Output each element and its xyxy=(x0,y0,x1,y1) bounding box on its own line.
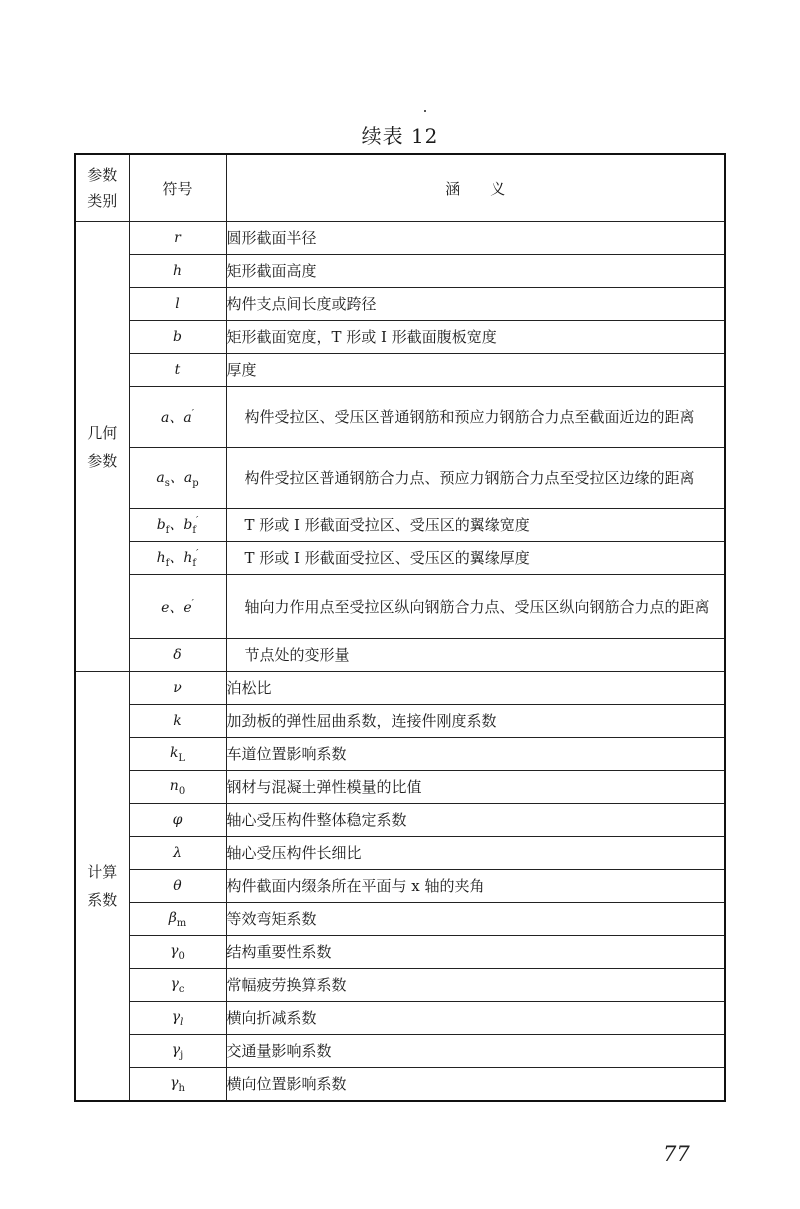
meaning-cell: 泊松比 xyxy=(226,672,725,705)
table-row xyxy=(75,936,725,969)
speck xyxy=(424,110,426,112)
symbol-cell: $\gamma_j$ xyxy=(129,1035,226,1068)
table-row xyxy=(75,705,725,738)
meaning-cell: 轴向力作用点至受拉区纵向钢筋合力点、受压区纵向钢筋合力点的距离 xyxy=(226,575,725,639)
table-row xyxy=(75,448,725,509)
meaning-cell: 构件支点间长度或跨径 xyxy=(226,288,725,321)
table-row xyxy=(75,1002,725,1035)
meaning-cell: 常幅疲劳换算系数 xyxy=(226,969,725,1002)
symbol-cell: $k_L$ xyxy=(129,738,226,771)
symbol-cell: t xyxy=(129,354,226,387)
table-row xyxy=(75,288,725,321)
symbol-cell: $a_s$、$a_p$ xyxy=(129,448,226,509)
parameter-table xyxy=(74,153,726,1102)
symbol-cell: θ xyxy=(129,870,226,903)
symbol-cell: $\beta_m$ xyxy=(129,903,226,936)
category-coefficients xyxy=(75,672,129,1102)
meaning-cell: 轴心受压构件整体稳定系数 xyxy=(226,804,725,837)
symbol-cell: h xyxy=(129,255,226,288)
table-row xyxy=(75,255,725,288)
table-row xyxy=(75,1068,725,1102)
meaning-cell: 矩形截面宽度，T 形或 I 形截面腹板宽度 xyxy=(226,321,725,354)
symbol-cell: l xyxy=(129,288,226,321)
table-caption: 续表 12 xyxy=(361,124,439,148)
symbol-cell: φ xyxy=(129,804,226,837)
symbol-cell: b xyxy=(129,321,226,354)
meaning-cell: 构件受拉区、受压区普通钢筋和预应力钢筋合力点至截面近边的距离 xyxy=(226,387,725,448)
table-row xyxy=(75,354,725,387)
meaning-cell: 钢材与混凝土弹性模量的比值 xyxy=(226,771,725,804)
meaning-cell: 交通量影响系数 xyxy=(226,1035,725,1068)
table-row xyxy=(75,672,725,705)
page-number: 77 xyxy=(663,1142,690,1166)
header-symbol: 符号 xyxy=(129,154,226,222)
category-line1: 计算 xyxy=(87,863,118,881)
table-row xyxy=(75,837,725,870)
meaning-cell: 厚度 xyxy=(226,354,725,387)
symbol-cell: e、e′ xyxy=(129,575,226,639)
table-row xyxy=(75,771,725,804)
table-row xyxy=(75,903,725,936)
symbol-cell: $n_0$ xyxy=(129,771,226,804)
meaning-cell: 横向位置影响系数 xyxy=(226,1068,725,1102)
meaning-cell: 结构重要性系数 xyxy=(226,936,725,969)
meaning-cell: 加劲板的弹性屈曲系数，连接件刚度系数 xyxy=(226,705,725,738)
table-row xyxy=(75,639,725,672)
meaning-cell: 构件截面内缀条所在平面与 x 轴的夹角 xyxy=(226,870,725,903)
symbol-cell: $\gamma_h$ xyxy=(129,1068,226,1102)
category-line1: 几何 xyxy=(87,423,118,442)
meaning-cell: 车道位置影响系数 xyxy=(226,738,725,771)
table-row xyxy=(75,738,725,771)
meaning-cell: 圆形截面半径 xyxy=(226,222,725,255)
symbol-cell: δ xyxy=(129,639,226,672)
header-category-line2: 类别 xyxy=(87,192,118,210)
meaning-cell: 等效弯矩系数 xyxy=(226,903,725,936)
table-row xyxy=(75,222,725,255)
category-line2: 参数 xyxy=(87,451,118,470)
table-row xyxy=(75,804,725,837)
meaning-cell: 横向折减系数 xyxy=(226,1002,725,1035)
meaning-cell: 节点处的变形量 xyxy=(226,639,725,672)
table-row xyxy=(75,575,725,639)
table-row xyxy=(75,542,725,575)
symbol-cell: $\gamma_0$ xyxy=(129,936,226,969)
symbol-cell: r xyxy=(129,222,226,255)
meaning-cell: T 形或 I 形截面受拉区、受压区的翼缘宽度 xyxy=(226,509,725,542)
symbol-cell: $h_f$、$h_f'$ xyxy=(129,542,226,575)
meaning-cell: T 形或 I 形截面受拉区、受压区的翼缘厚度 xyxy=(226,542,725,575)
symbol-cell: $b_f$、$b_f'$ xyxy=(129,509,226,542)
symbol-cell: $\gamma_l$ xyxy=(129,1002,226,1035)
category-geometry xyxy=(75,222,129,672)
symbol-cell: λ xyxy=(129,837,226,870)
header-row xyxy=(75,154,725,222)
symbol-cell: k xyxy=(129,705,226,738)
header-meaning: 涵 义 xyxy=(226,154,725,222)
header-category-line1: 参数 xyxy=(87,166,118,184)
meaning-cell: 矩形截面高度 xyxy=(226,255,725,288)
table-row xyxy=(75,1035,725,1068)
table-row xyxy=(75,969,725,1002)
symbol-cell: ν xyxy=(129,672,226,705)
category-line2: 系数 xyxy=(87,891,118,909)
table-row xyxy=(75,321,725,354)
header-category xyxy=(75,154,129,222)
meaning-cell: 轴心受压构件长细比 xyxy=(226,837,725,870)
symbol-cell: $\gamma_c$ xyxy=(129,969,226,1002)
table-row xyxy=(75,509,725,542)
table-row xyxy=(75,870,725,903)
table-row xyxy=(75,387,725,448)
meaning-cell: 构件受拉区普通钢筋合力点、预应力钢筋合力点至受拉区边缘的距离 xyxy=(226,448,725,509)
symbol-cell: a、a′ xyxy=(129,387,226,448)
